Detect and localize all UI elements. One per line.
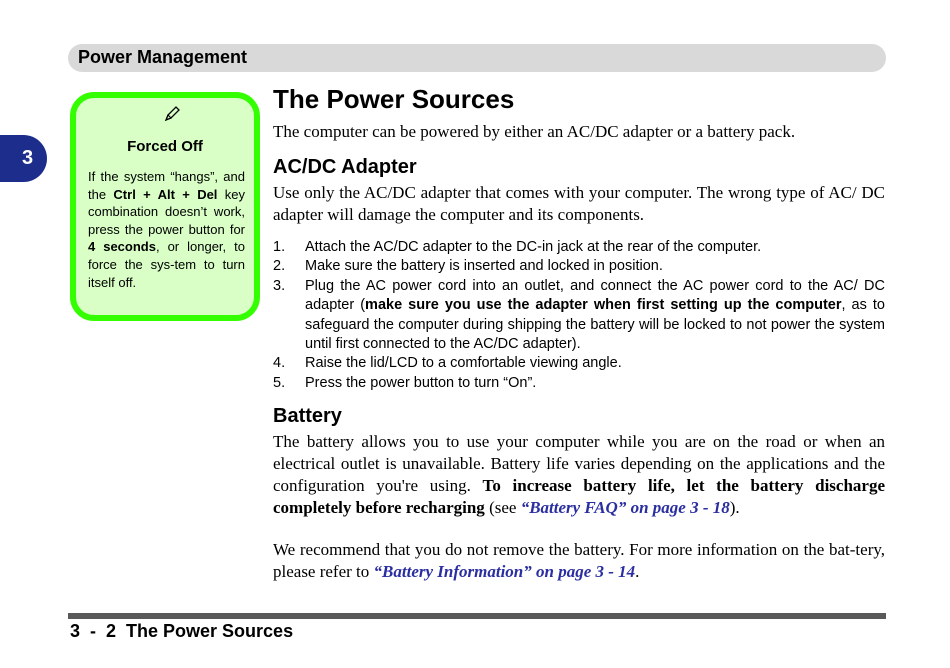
battery-heading: Battery: [273, 405, 342, 427]
list-item-number: 3.: [273, 277, 286, 294]
footer-rule: [68, 613, 886, 619]
pencil-icon: [162, 104, 182, 124]
text-run: Raise the lid/LCD to a comfortable viewing angle.: [305, 355, 622, 372]
section-header-title: Power Management: [78, 47, 248, 67]
page-title: The Power Sources: [273, 84, 515, 114]
bold-text: To increase battery life, let the battery discharge completely before recharging: [273, 476, 885, 517]
text-run: Press the power button to turn “On”.: [305, 374, 537, 391]
text-run: Attach the AC/DC adapter to the DC-in jack at the rear of the computer.: [305, 239, 762, 255]
text-run: ).: [729, 498, 740, 517]
cross-reference-link[interactable]: “Battery FAQ” on page 3 - 18: [520, 498, 730, 517]
text-run: , as to safeguard the computer during shipping the battery will be locked to not power the system until first connected to the AC/DC adapter).: [305, 297, 885, 353]
note-box: [70, 92, 260, 321]
text-run: .: [635, 562, 640, 581]
note-text: [88, 168, 245, 291]
list-item-number: 2.: [273, 258, 286, 275]
acdc-steps-list: [273, 238, 885, 393]
intro-paragraph: The computer can be powered by either an AC/DC adapter or a battery pack.: [273, 122, 796, 141]
cross-reference-link[interactable]: “Battery Information” on page 3 - 14: [373, 562, 636, 581]
bold-text: Ctrl + Alt + Del: [113, 186, 218, 202]
text-run: The battery allows you to use your computer while you are on the road or when an electrical outlet is unavailable. Battery life varies depending on the applications and the configuration you're using.: [273, 432, 885, 495]
list-item-number: 4.: [273, 355, 286, 372]
text-run: If the system “hangs”, and the: [88, 169, 245, 202]
list-item: [273, 374, 885, 393]
list-item: [273, 277, 885, 355]
text-run: Plug the AC power cord into an outlet, and connect the AC power cord to the AC/ DC adapter (: [305, 277, 885, 314]
battery-paragraph-2: [273, 539, 885, 583]
note-title: Forced Off: [127, 138, 203, 155]
chapter-tab: 3: [0, 135, 47, 182]
list-item-number: 1.: [273, 239, 286, 255]
acdc-heading: AC/DC Adapter: [273, 156, 417, 178]
list-item: [273, 354, 885, 373]
list-item-number: 5.: [273, 374, 286, 391]
text-run: Make sure the battery is inserted and locked in position.: [305, 258, 663, 275]
text-run: , or longer, to force the sys-tem to turn itself off.: [88, 239, 245, 290]
acdc-paragraph: Use only the AC/DC adapter that comes with your computer. The wrong type of AC/ DC adapter will damage the computer and its components.: [273, 183, 885, 224]
footer-page-label: 3 - 2 The Power Sources: [70, 621, 294, 641]
list-item: [273, 257, 885, 276]
text-run: key combination doesn’t work, press the power button for: [88, 186, 246, 237]
list-item: [273, 238, 885, 257]
text-run: (see: [484, 498, 521, 517]
bold-text: 4 seconds: [88, 239, 156, 255]
text-run: We recommend that you do not remove the battery. For more information on the bat-tery, please refer to: [273, 540, 885, 581]
battery-paragraph-1: [273, 431, 885, 519]
bold-text: make sure you use the adapter when first setting up the computer: [365, 297, 842, 314]
